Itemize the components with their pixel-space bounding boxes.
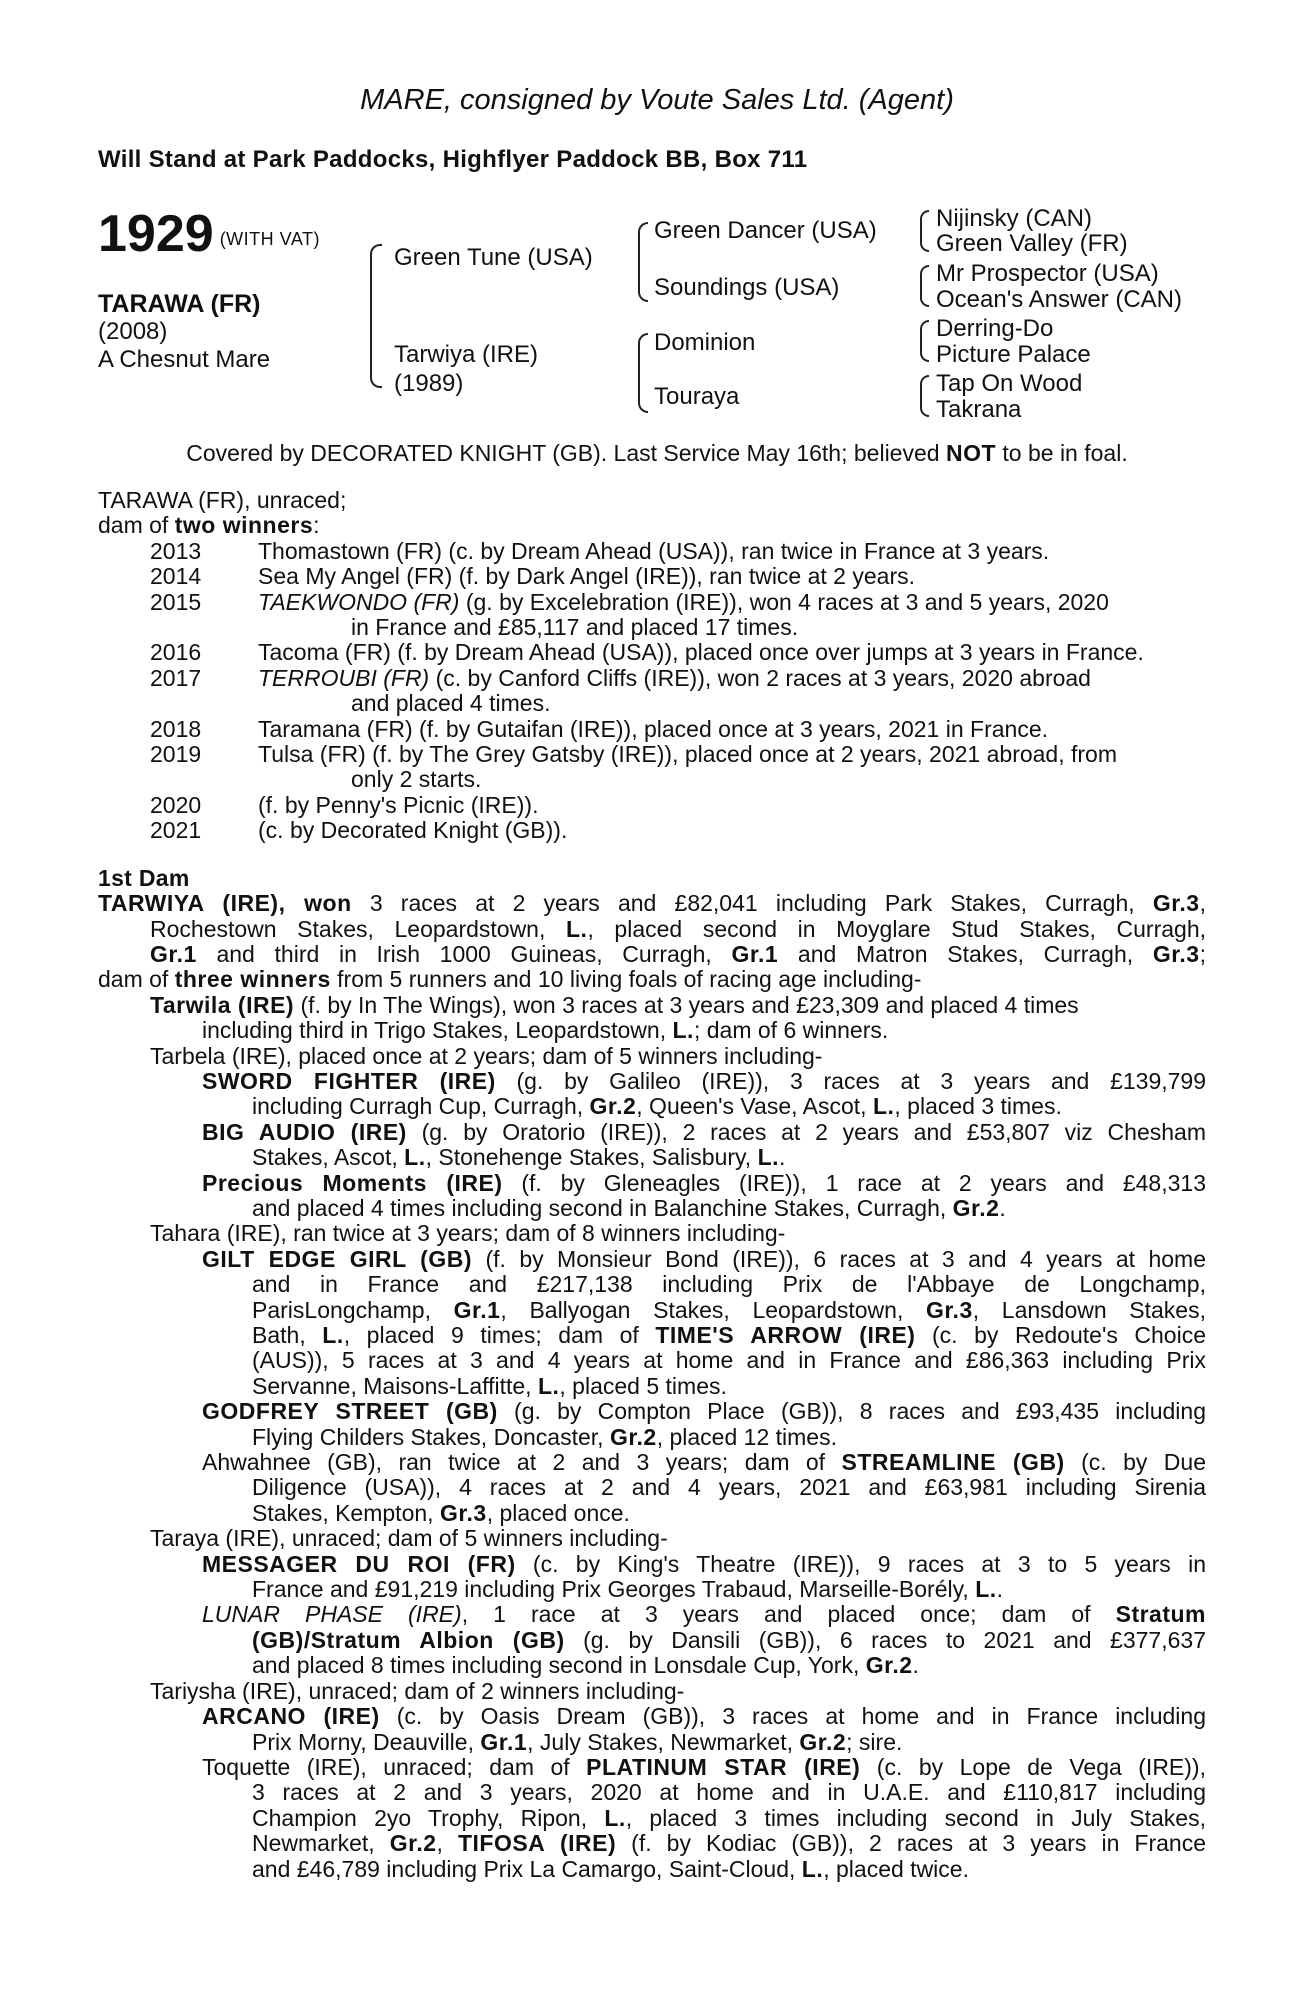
- text: (g. by Excelebration (IRE)), won 4 races at 3 and 5 years, 2020: [459, 588, 1109, 615]
- text: , July Stakes, Newmarket,: [527, 1728, 800, 1755]
- grade: Gr.3: [925, 1296, 973, 1323]
- produce-row: [98, 666, 1206, 691]
- grade: L.: [872, 1093, 895, 1120]
- produce-entry-cont: and placed 4 times.: [351, 690, 551, 717]
- horse-name: TARAWA (FR): [98, 290, 261, 318]
- horse-name: SWORD FIGHTER (IRE): [202, 1067, 496, 1094]
- catalogue-title: MARE, consigned by Voute Sales Ltd. (Agent): [360, 84, 954, 116]
- pedigree-g5: Derring-Do: [936, 315, 1054, 342]
- progeny-line: [98, 1831, 1206, 1856]
- pedigree-brace-g34: [920, 265, 929, 307]
- text: Stakes, Ascot,: [252, 1144, 405, 1171]
- pedigree-g2: Green Valley (FR): [936, 230, 1128, 257]
- text: Newmarket,: [252, 1830, 390, 1857]
- produce-entry: Taramana (FR) (f. by Gutaifan (IRE)), placed once at 3 years, 2021 in France.: [258, 715, 1049, 742]
- grade: Gr.2: [952, 1194, 1000, 1221]
- horse-name: BIG AUDIO (IRE): [202, 1118, 407, 1145]
- text: ,: [1199, 890, 1206, 917]
- progeny-line: [98, 1628, 1206, 1653]
- pedigree-dam-dam: Touraya: [654, 383, 740, 410]
- progeny-line: [98, 1857, 1206, 1882]
- grade: L.: [537, 1372, 560, 1399]
- text: Bath,: [252, 1322, 323, 1348]
- grade: L.: [565, 915, 588, 942]
- produce-entry: (c. by Decorated Knight (GB)).: [258, 817, 568, 844]
- text: (c. by Lope de Vega (IRE)),: [860, 1753, 1206, 1780]
- horse-name: TIFOSA (IRE): [457, 1830, 617, 1857]
- produce-entry: Sea My Angel (FR) (f. by Dark Angel (IRE)), ran twice at 2 years.: [258, 563, 915, 590]
- text: , placed 3 times.: [894, 1093, 1062, 1120]
- progeny-line: [98, 1247, 1206, 1272]
- produce-entry: Thomastown (FR) (c. by Dream Ahead (USA)), ran twice in France at 3 years.: [258, 537, 1050, 564]
- horse-name: GILT EDGE GIRL (GB): [202, 1245, 473, 1272]
- pedigree-sire: Green Tune (USA): [394, 244, 593, 271]
- produce-year: 2018: [150, 715, 202, 742]
- produce-entry-cont: only 2 starts.: [351, 766, 482, 793]
- horse-name: PLATINUM STAR (IRE): [586, 1753, 861, 1780]
- text: Prix Morny, Deauville,: [252, 1728, 481, 1755]
- text: (c. by Oasis Dream (GB)), 3 races at home and in France including: [379, 1703, 1206, 1730]
- progeny-line: [98, 1602, 1206, 1627]
- dam-line: [98, 891, 1206, 916]
- grade: Gr.1: [480, 1728, 528, 1755]
- progeny-line: [98, 1730, 1206, 1755]
- progeny-line: [98, 993, 1206, 1018]
- text: France and £91,219 including Prix Georges Trabaud, Marseille-Borély,: [252, 1576, 976, 1603]
- text: , placed second in Moyglare Stud Stakes, Curragh,: [587, 915, 1207, 942]
- text: Flying Childers Stakes, Doncaster,: [252, 1423, 610, 1450]
- text: 3 races at 2 years and £82,041 including Park Stakes, Curragh,: [351, 890, 1153, 917]
- produce-intro-winners: [98, 513, 1206, 538]
- covered-text: Covered by DECORATED KNIGHT (GB). Last Service May 16th; believed: [186, 440, 946, 466]
- progeny-line: [98, 1806, 1206, 1831]
- progeny-line: [98, 1120, 1206, 1145]
- text: Servanne, Maisons-Laffitte,: [252, 1372, 538, 1399]
- produce-entry-cont: in France and £85,117 and placed 17 times.: [351, 614, 799, 641]
- text: , Lansdown Stakes,: [972, 1296, 1206, 1323]
- text: Rochestown Stakes, Leopardstown,: [150, 915, 566, 942]
- text: (c. by Redoute's Choice: [915, 1322, 1206, 1348]
- text: , placed once.: [486, 1499, 630, 1526]
- horse-name: Tarwila (IRE): [150, 991, 295, 1018]
- produce-entry: Tulsa (FR) (f. by The Grey Gatsby (IRE)), placed once at 2 years, 2021 abroad, from: [258, 741, 1118, 768]
- text: ; sire.: [846, 1728, 903, 1755]
- text: , Ballyogan Stakes, Leopardstown,: [500, 1296, 926, 1323]
- progeny-line: [98, 1171, 1206, 1196]
- text: (f. by Monsieur Bond (IRE)), 6 races at 3 and 4 years at home: [472, 1245, 1207, 1272]
- section-heading-1st-dam: 1st Dam: [98, 864, 190, 891]
- progeny-line: [98, 1552, 1206, 1577]
- horse-name: GODFREY STREET (GB): [202, 1398, 498, 1425]
- progeny-line: [98, 1374, 1206, 1399]
- text: .: [999, 1194, 1006, 1221]
- text: (g. by Galileo (IRE)), 3 races at 3 years and £139,799: [495, 1067, 1206, 1094]
- progeny-line: [98, 1577, 1206, 1602]
- produce-year: 2016: [150, 639, 202, 666]
- grade: Gr.2: [589, 1093, 637, 1120]
- text: (f. by In The Wings), won 3 races at 3 years and £23,309 and placed 4 times: [294, 991, 1079, 1018]
- produce-entry: [258, 666, 1206, 691]
- progeny-line: [98, 1704, 1206, 1729]
- pedigree-dam-sire: Dominion: [654, 329, 756, 356]
- grade: L.: [604, 1804, 626, 1831]
- text: (c. by King's Theatre (IRE)), 9 races at 3 to 5 years in: [515, 1550, 1206, 1577]
- produce-row: [98, 564, 1206, 589]
- progeny-line: [98, 1145, 1206, 1170]
- text: dam of: [98, 966, 175, 993]
- progeny-line: [98, 1425, 1206, 1450]
- grade: Gr.1: [731, 940, 779, 967]
- horse-name: TAEKWONDO (FR): [258, 588, 460, 615]
- grade: Gr.2: [865, 1652, 913, 1679]
- grade: Gr.2: [799, 1728, 847, 1755]
- produce-intro: TARAWA (FR), unraced;: [98, 487, 347, 513]
- text: including Curragh Cup, Curragh,: [252, 1093, 590, 1120]
- progeny-line: [98, 1323, 1206, 1348]
- text: (c. by Due: [1064, 1449, 1206, 1476]
- grade: L.: [757, 1144, 780, 1171]
- grade: L.: [404, 1144, 426, 1171]
- grade: Gr.1: [453, 1296, 501, 1323]
- stand-location: Will Stand at Park Paddocks, Highflyer Paddock BB, Box 711: [98, 146, 808, 173]
- horse-name: ARCANO (IRE): [202, 1703, 380, 1730]
- produce-year: 2019: [150, 741, 202, 768]
- text: , placed twice.: [823, 1855, 969, 1882]
- pedigree-g8: Takrana: [936, 396, 1022, 423]
- grade: L.: [801, 1855, 824, 1882]
- produce-year: 2017: [150, 664, 202, 691]
- grade: L.: [975, 1576, 997, 1603]
- text: ; dam of 6 winners.: [693, 1017, 889, 1044]
- progeny-line: [98, 1501, 1206, 1526]
- produce-row: [98, 590, 1206, 615]
- text: , placed 9 times; dam of: [343, 1322, 656, 1348]
- text: and placed 4 times including second in Balanchine Stakes, Curragh,: [252, 1194, 953, 1221]
- text: (g. by Compton Place (GB)), 8 races and £93,435 including: [497, 1398, 1207, 1425]
- text: , Queen's Vase, Ascot,: [636, 1093, 873, 1120]
- progeny-line: and in France and £217,138 including Prix de l'Abbaye de Longchamp,: [252, 1271, 1206, 1298]
- catalogue-body: [98, 488, 1206, 1882]
- pedigree-brace-sire: [638, 222, 648, 302]
- text: and £46,789 including Prix La Camargo, Saint-Cloud,: [252, 1855, 802, 1882]
- produce-row: [98, 818, 1206, 843]
- produce-row: [98, 539, 1206, 564]
- covered-text-end: to be in foal.: [996, 440, 1128, 466]
- dam-line: [98, 917, 1206, 942]
- winners-count: three winners: [174, 966, 331, 993]
- text: (f. by Kodiac (GB)), 2 races at 3 years in France: [616, 1830, 1207, 1857]
- text: (g. by Oratorio (IRE)), 2 races at 2 years and £53,807 viz Chesham: [406, 1118, 1206, 1145]
- grade: Gr.3: [1152, 940, 1200, 967]
- progeny-line: Tarbela (IRE), placed once at 2 years; dam of 5 winners including-: [150, 1042, 823, 1069]
- horse-name: (GB)/Stratum Albion (GB): [252, 1626, 565, 1653]
- text: ,: [436, 1830, 458, 1857]
- pedigree-brace-main: [370, 244, 382, 388]
- grade: Gr.3: [1152, 890, 1200, 917]
- produce-year: 2013: [150, 537, 202, 564]
- text: and placed 8 times including second in Lonsdale Cup, York,: [252, 1652, 866, 1679]
- lot-number: [98, 205, 320, 263]
- text: , Stonehenge Stakes, Salisbury,: [425, 1144, 758, 1171]
- produce-entry: Tacoma (FR) (f. by Dream Ahead (USA)), placed once over jumps at 3 years in France.: [258, 639, 1144, 666]
- grade: Gr.2: [609, 1423, 657, 1450]
- text: :: [313, 512, 320, 539]
- text: dam of: [98, 512, 175, 539]
- text: ParisLongchamp,: [252, 1296, 454, 1323]
- produce-year: 2015: [150, 588, 202, 615]
- text: .: [779, 1144, 786, 1171]
- horse-name: MESSAGER DU ROI (FR): [202, 1550, 516, 1577]
- progeny-line: 3 races at 2 and 3 years, 2020 at home and in U.A.E. and £110,817 including: [252, 1779, 1206, 1806]
- grade: Gr.3: [439, 1499, 487, 1526]
- text: Ahwahnee (GB), ran twice at 2 and 3 years; dam of: [202, 1449, 842, 1476]
- vat-label: (WITH VAT): [219, 229, 320, 249]
- text: ;: [1199, 940, 1206, 967]
- text: including third in Trigo Stakes, Leopardstown,: [202, 1017, 673, 1044]
- pedigree-g4: Ocean's Answer (CAN): [936, 286, 1182, 313]
- progeny-line: [98, 1755, 1206, 1780]
- text: .: [912, 1652, 919, 1679]
- grade: L.: [672, 1017, 694, 1044]
- dam-name: TARWIYA (IRE): [98, 890, 279, 917]
- text: (c. by Canford Cliffs (IRE)), won 2 races at 3 years, 2020 abroad: [429, 664, 1091, 691]
- produce-entry: [258, 590, 1206, 615]
- text: , placed 5 times.: [559, 1372, 727, 1399]
- pedigree-g1: Nijinsky (CAN): [936, 205, 1092, 232]
- text: , placed 12 times.: [656, 1423, 837, 1450]
- text: , won: [278, 890, 352, 917]
- pedigree-sire-dam: Soundings (USA): [654, 274, 840, 301]
- text: , placed 3 times including second in July Stakes,: [625, 1804, 1206, 1831]
- pedigree-brace-dam: [638, 333, 648, 413]
- produce-row: [98, 640, 1206, 665]
- covered-not: NOT: [945, 440, 997, 466]
- text: (f. by Gleneagles (IRE)), 1 race at 2 years and £48,313: [502, 1169, 1206, 1196]
- pedigree-dam-year: (1989): [394, 370, 464, 397]
- horse-name: Stratum: [1115, 1601, 1207, 1628]
- pedigree-g3: Mr Prospector (USA): [936, 260, 1159, 287]
- lot-number-value: 1929: [98, 205, 214, 263]
- produce-row: [98, 742, 1206, 767]
- progeny-line: [98, 1450, 1206, 1475]
- progeny-line: [98, 1298, 1206, 1323]
- pedigree-brace-g78: [920, 375, 929, 417]
- text: , 1 race at 3 years and placed once; dam of: [461, 1601, 1116, 1628]
- pedigree-sire-sire: Green Dancer (USA): [654, 217, 877, 244]
- progeny-line: [98, 1196, 1206, 1221]
- winners-count: two winners: [174, 512, 314, 539]
- produce-year: 2021: [150, 817, 202, 844]
- horse-year: (2008): [98, 318, 168, 345]
- horse-description: A Chesnut Mare: [98, 346, 271, 373]
- produce-entry: (f. by Penny's Picnic (IRE)).: [258, 791, 539, 818]
- progeny-line: Taraya (IRE), unraced; dam of 5 winners including-: [150, 1525, 668, 1552]
- progeny-line: Tahara (IRE), ran twice at 3 years; dam of 8 winners including-: [150, 1220, 786, 1247]
- pedigree-dam: Tarwiya (IRE): [394, 341, 539, 368]
- progeny-line: Diligence (USA)), 4 races at 2 and 4 years, 2021 and £63,981 including Sirenia: [252, 1474, 1206, 1501]
- progeny-line: Tariysha (IRE), unraced; dam of 2 winners including-: [150, 1677, 685, 1704]
- horse-name: TIME'S ARROW (IRE): [655, 1322, 916, 1348]
- text: and Matron Stakes, Curragh,: [778, 940, 1153, 967]
- dam-line: [98, 942, 1206, 967]
- pedigree-g6: Picture Palace: [936, 341, 1091, 368]
- progeny-line: (AUS)), 5 races at 3 and 4 years at home and in France and £86,363 including Prix: [252, 1347, 1206, 1374]
- produce-year: 2014: [150, 563, 202, 590]
- text: .: [996, 1576, 1004, 1603]
- grade: L.: [322, 1322, 344, 1348]
- produce-year: 2020: [150, 791, 202, 818]
- pedigree-g7: Tap On Wood: [936, 370, 1083, 397]
- progeny-line: [98, 1018, 1206, 1043]
- horse-info: [98, 318, 270, 374]
- text: Toquette (IRE), unraced; dam of: [202, 1753, 587, 1780]
- grade: Gr.2: [389, 1830, 437, 1857]
- progeny-line: [98, 1653, 1206, 1678]
- produce-row: [98, 793, 1206, 818]
- progeny-line: [98, 1094, 1206, 1119]
- dam-line: [98, 967, 1206, 992]
- text: (g. by Dansili (GB)), 6 races to 2021 and £377,637: [564, 1626, 1206, 1653]
- progeny-line: [98, 1069, 1206, 1094]
- progeny-line: [98, 1399, 1206, 1424]
- covered-statement: [0, 440, 1314, 467]
- pedigree-brace-g56: [920, 320, 929, 362]
- horse-name: LUNAR PHASE (IRE): [202, 1601, 462, 1628]
- horse-name: Precious Moments (IRE): [202, 1169, 503, 1196]
- horse-name: STREAMLINE (GB): [841, 1449, 1065, 1476]
- text: Stakes, Kempton,: [252, 1499, 440, 1526]
- text: and third in Irish 1000 Guineas, Curragh,: [196, 940, 732, 967]
- produce-row: [98, 717, 1206, 742]
- text: from 5 runners and 10 living foals of racing age including-: [330, 966, 922, 993]
- grade: Gr.1: [150, 940, 197, 967]
- pedigree-brace-g12: [920, 210, 929, 252]
- text: Champion 2yo Trophy, Ripon,: [252, 1804, 605, 1831]
- horse-name: TERROUBI (FR): [258, 664, 430, 691]
